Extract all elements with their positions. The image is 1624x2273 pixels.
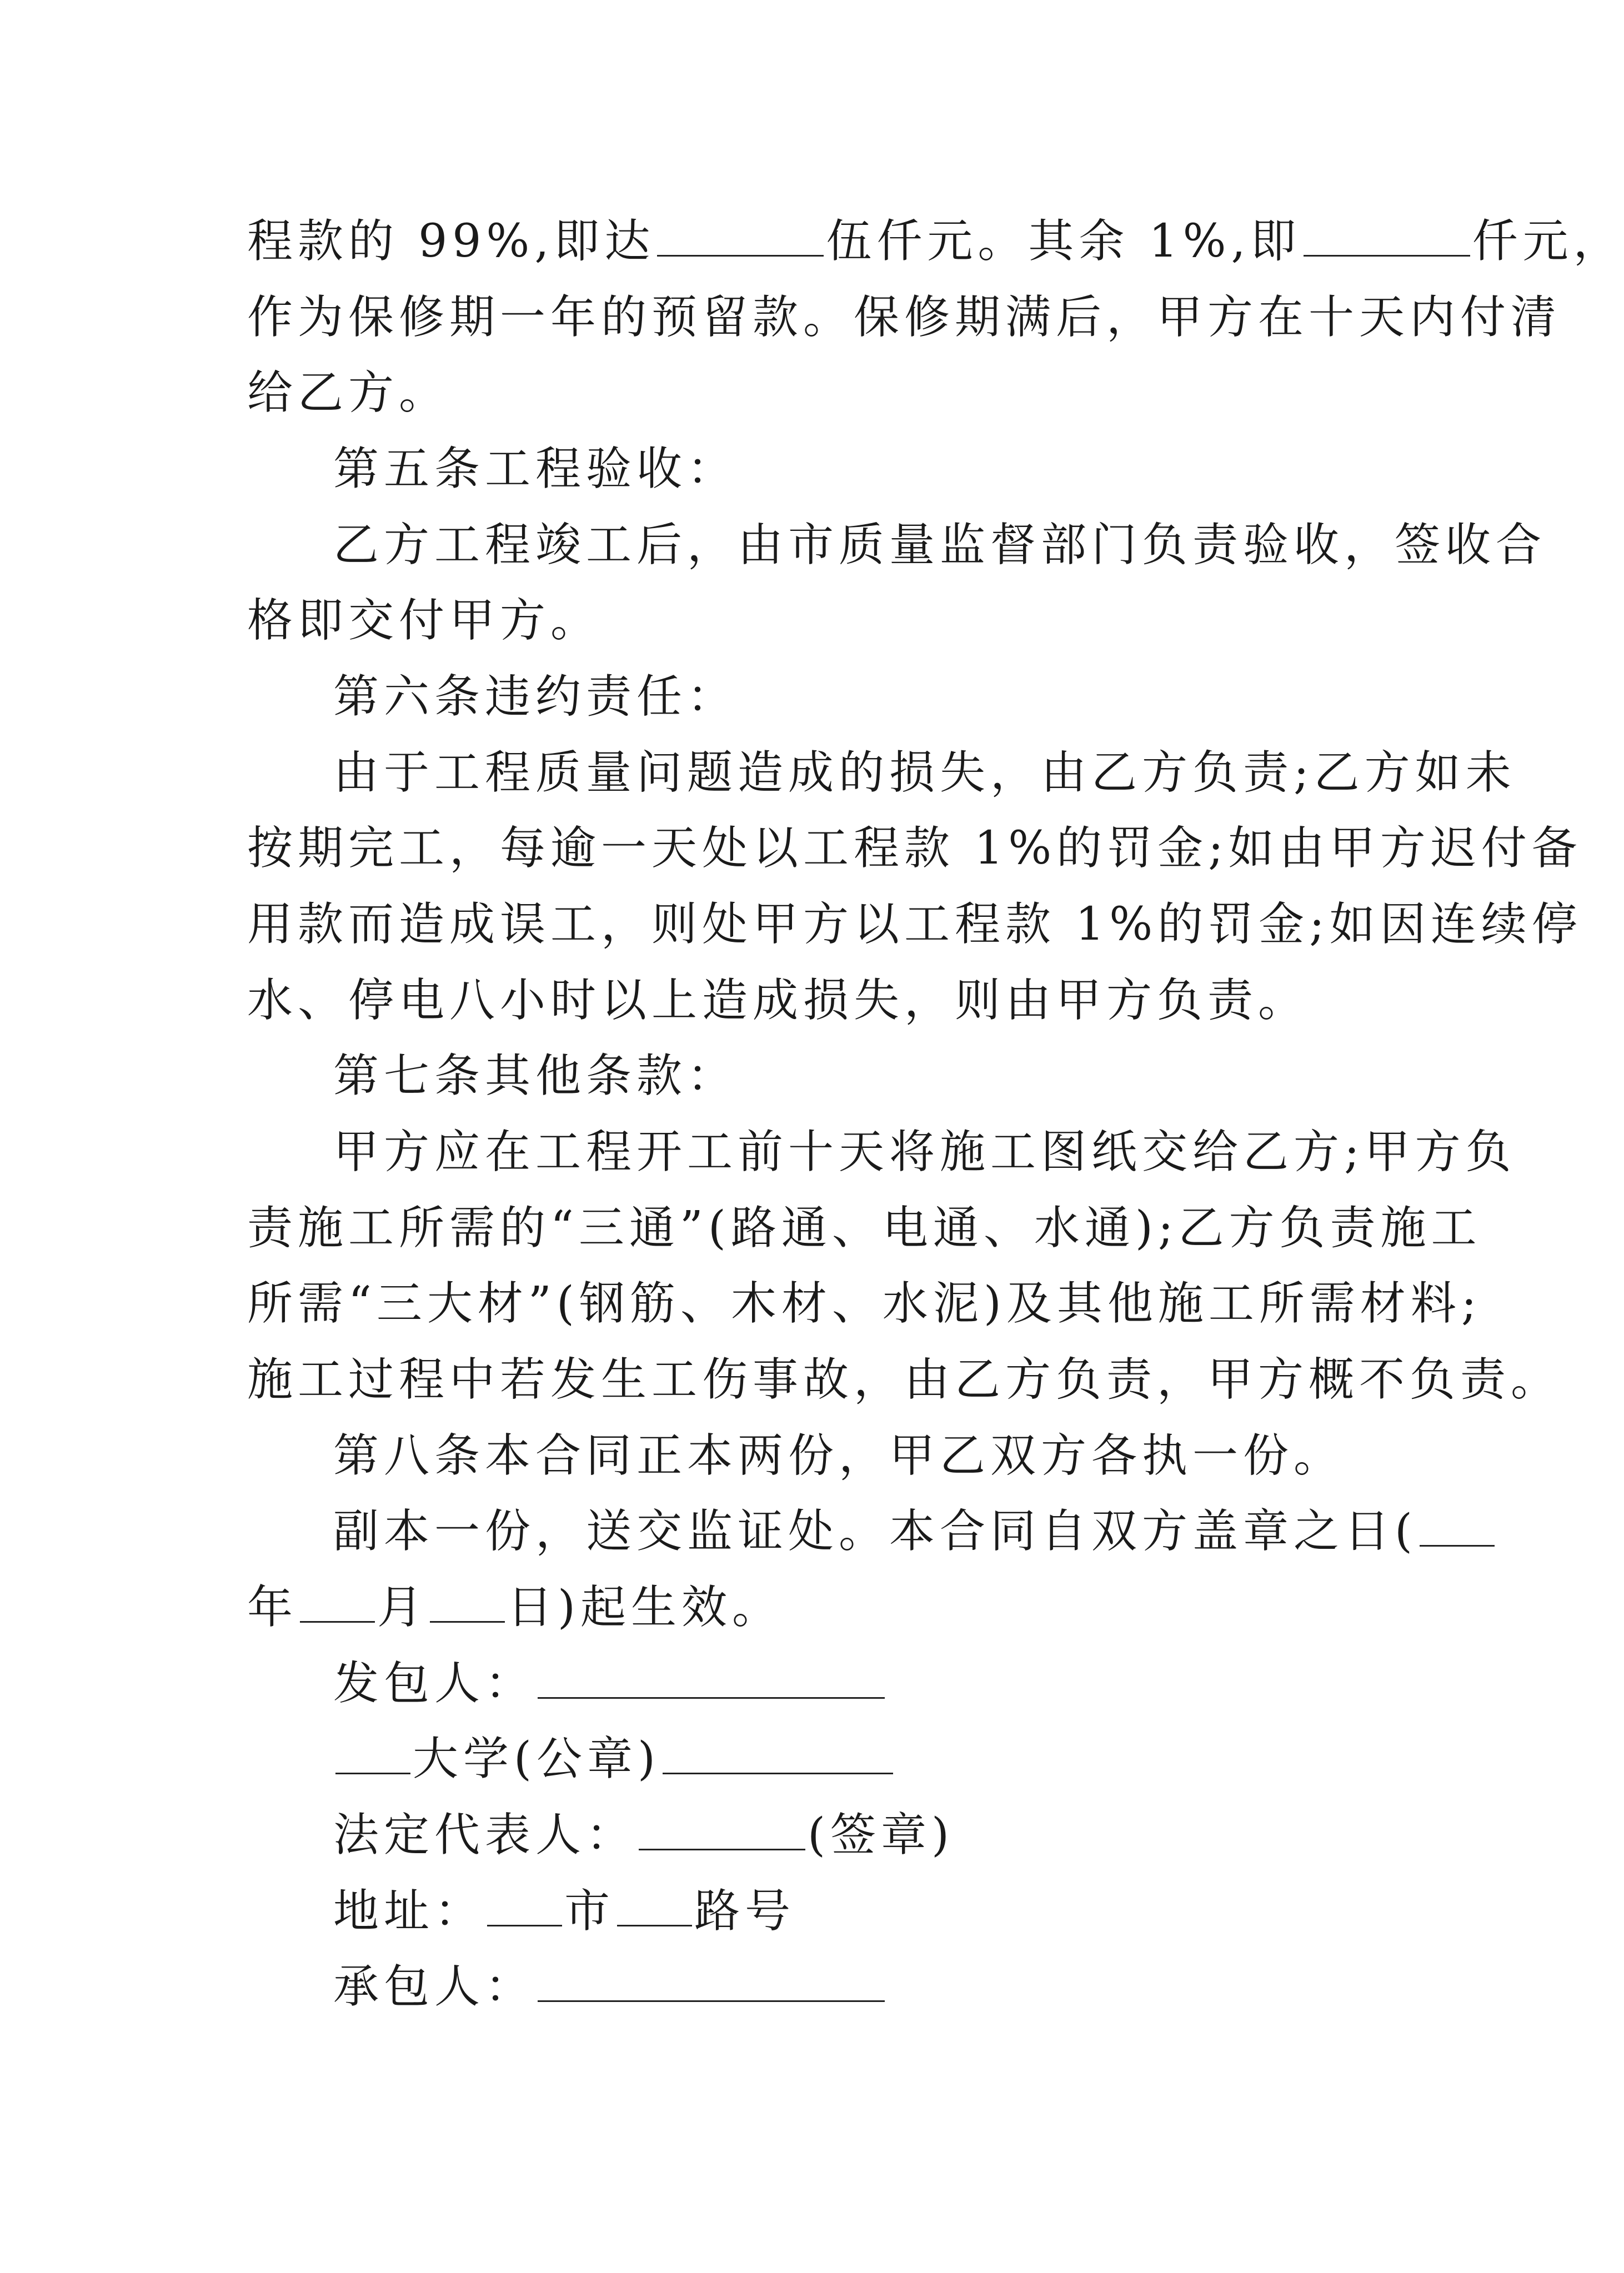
- text: (签章): [808, 1809, 954, 1861]
- text-line-2: 作为保修期一年的预留款。保修期满后，甲方在十天内付清: [247, 291, 1562, 344]
- text: 日)起生效。: [507, 1581, 783, 1634]
- fill-blank[interactable]: [335, 1734, 410, 1774]
- text-line-6: 格即交付甲方。: [247, 594, 602, 647]
- fill-blank[interactable]: [1304, 216, 1470, 257]
- text: 路号: [694, 1885, 796, 1938]
- text-line-15: 所需“三大材”(钢筋、木材、水泥)及其他施工所需材料;: [247, 1277, 1482, 1330]
- text: 程款的 99%,即达: [247, 215, 655, 268]
- fill-blank[interactable]: [430, 1582, 505, 1623]
- fill-blank[interactable]: [617, 1886, 692, 1926]
- text: 月: [377, 1581, 428, 1634]
- article-5-heading: 第五条工程验收：: [333, 443, 738, 495]
- text: 伍仟元。其余 1%,即: [826, 215, 1301, 268]
- address-line: [333, 1884, 795, 1939]
- fill-blank[interactable]: [639, 1810, 805, 1850]
- legal-rep-line: [333, 1808, 954, 1863]
- text: 地址：: [333, 1885, 485, 1938]
- employer-label: 发包人：: [333, 1657, 536, 1710]
- contractor-label: 承包人：: [333, 1960, 536, 2013]
- text-line-8: 由于工程质量问题造成的损失，由乙方负责;乙方如未: [333, 746, 1516, 799]
- text-line-1: [247, 214, 1624, 269]
- text: 市: [564, 1885, 615, 1938]
- text-line-19: [247, 1580, 783, 1635]
- contractor-blank[interactable]: [538, 1961, 885, 2002]
- text-line-5: 乙方工程竣工后，由市质量监督部门负责验收，签收合: [333, 519, 1547, 571]
- text: 法定代表人：: [333, 1809, 637, 1861]
- fill-blank[interactable]: [487, 1886, 562, 1926]
- text-line-3: 给乙方。: [247, 367, 450, 419]
- article-6-heading: 第六条违约责任：: [333, 670, 738, 723]
- employer-line: [333, 1656, 887, 1712]
- fill-blank[interactable]: [300, 1582, 375, 1623]
- text-line-13: 甲方应在工程开工前十天将施工图纸交给乙方;甲方负: [333, 1126, 1516, 1178]
- text: 年: [247, 1581, 298, 1634]
- text-line-11: 水、停电八小时以上造成损失，则由甲方负责。: [247, 974, 1309, 1027]
- text: 大学(公章): [413, 1733, 660, 1785]
- university-seal-line: [333, 1732, 895, 1787]
- article-7-heading: 第七条其他条款：: [333, 1050, 738, 1102]
- text-line-16: 施工过程中若发生工伤事故，由乙方负责，甲方概不负责。: [247, 1353, 1562, 1406]
- fill-blank[interactable]: [1420, 1506, 1495, 1547]
- text: 仟元，: [1472, 215, 1624, 268]
- contractor-line: [333, 1959, 887, 2015]
- text-line-14: 责施工所需的“三通”(路通、电通、水通);乙方负责施工: [247, 1202, 1482, 1255]
- text-line-10: 用款而造成误工，则处甲方以工程款 1%的罚金;如因连续停: [247, 898, 1582, 951]
- employer-blank[interactable]: [538, 1658, 885, 1699]
- fill-blank[interactable]: [657, 216, 824, 257]
- text: 副本一份，送交监证处。本合同自双方盖章之日(: [333, 1505, 1417, 1558]
- article-8-heading: 第八条本合同正本两份，甲乙双方各执一份。: [333, 1429, 1345, 1482]
- text-line-18: [333, 1504, 1497, 1559]
- fill-blank[interactable]: [663, 1734, 893, 1774]
- text-line-9: 按期完工，每逾一天处以工程款 1%的罚金;如由甲方迟付备: [247, 822, 1582, 875]
